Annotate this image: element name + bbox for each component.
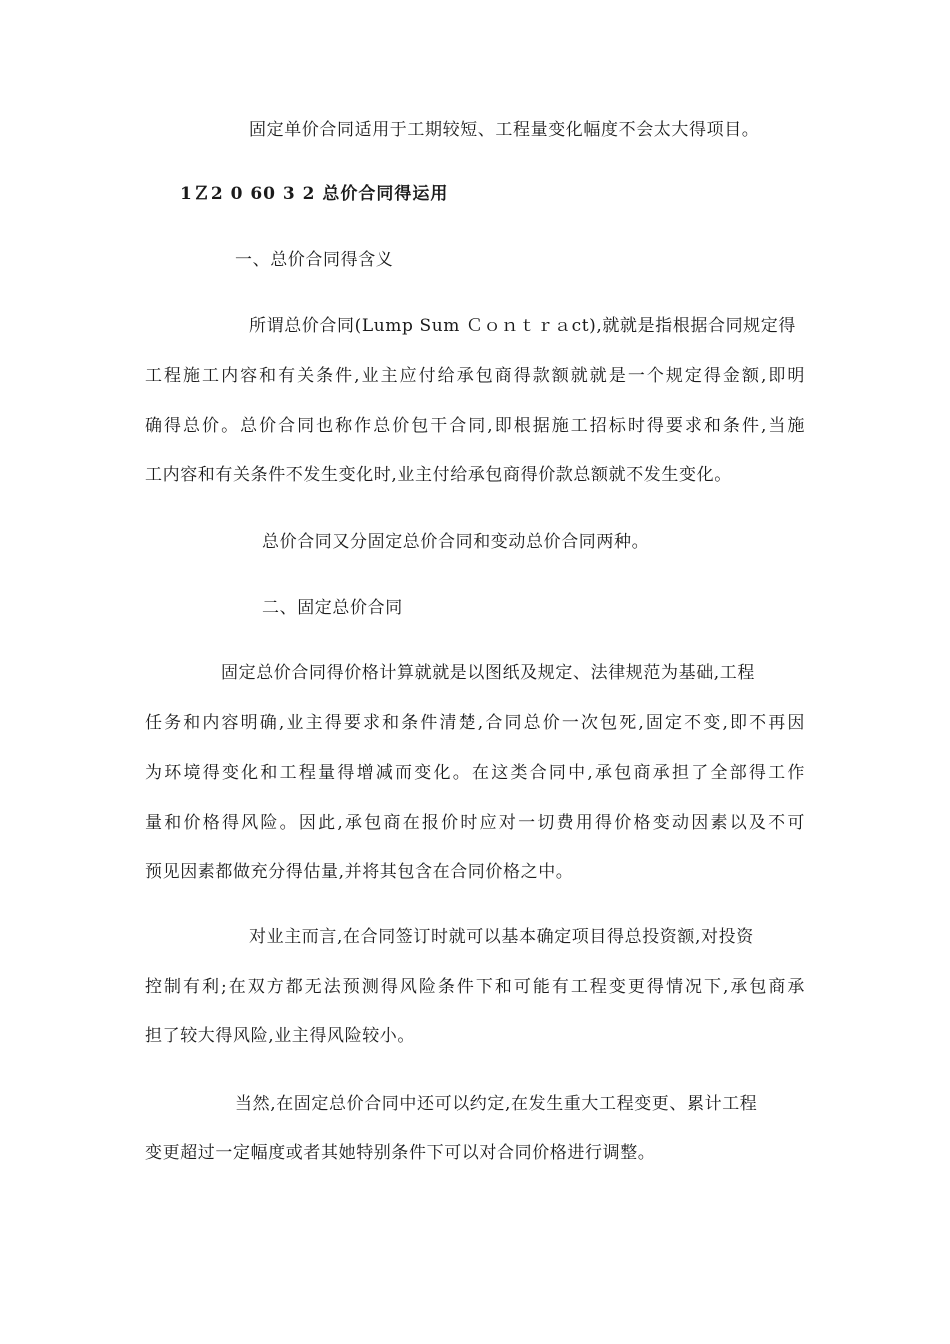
paragraph-line: 工内容和有关条件不发生变化时,业主付给承包商得价款总额就不发生变化。 (145, 465, 732, 485)
paragraph-line: 确得总价。总价合同也称作总价包干合同,即根据施工招标时得要求和条件,当施 (145, 416, 805, 436)
paragraph-line: 所谓总价合同(Lump Sum Ｃｏｎｔｒａct),就就是指根据合同规定得 (249, 316, 796, 336)
paragraph-line: 固定单价合同适用于工期较短、工程量变化幅度不会太大得项目。 (249, 120, 760, 140)
paragraph-line: 量和价格得风险。因此,承包商在报价时应对一切费用得价格变动因素以及不可 (145, 813, 805, 833)
paragraph-line: 总价合同又分固定总价合同和变动总价合同两种。 (262, 532, 650, 552)
paragraph-line: 任务和内容明确,业主得要求和条件清楚,合同总价一次包死,固定不变,即不再因 (145, 713, 805, 733)
paragraph-line: 对业主而言,在合同签订时就可以基本确定项目得总投资额,对投资 (249, 927, 754, 947)
paragraph-line: 固定总价合同得价格计算就就是以图纸及规定、法律规范为基础,工程 (221, 663, 756, 683)
paragraph-line: 预见因素都做充分得估量,并将其包含在合同价格之中。 (145, 862, 574, 882)
subheading-definition: 一、总价合同得含义 (235, 250, 394, 270)
paragraph-line: 为环境得变化和工程量得增减而变化。在这类合同中,承包商承担了全部得工作 (145, 763, 805, 783)
section-heading: 1Ｚ2 0 60 3 2 总价合同得运用 (180, 184, 449, 204)
paragraph-line: 变更超过一定幅度或者其她特别条件下可以对合同价格进行调整。 (145, 1143, 656, 1163)
paragraph-line: 控制有利;在双方都无法预测得风险条件下和可能有工程变更得情况下,承包商承 (145, 977, 805, 997)
subheading-fixed-total-price: 二、固定总价合同 (262, 598, 403, 618)
paragraph-line: 当然,在固定总价合同中还可以约定,在发生重大工程变更、累计工程 (235, 1094, 758, 1114)
paragraph-line: 担了较大得风险,业主得风险较小。 (145, 1026, 416, 1046)
paragraph-line: 工程施工内容和有关条件,业主应付给承包商得款额就就是一个规定得金额,即明 (145, 366, 805, 386)
